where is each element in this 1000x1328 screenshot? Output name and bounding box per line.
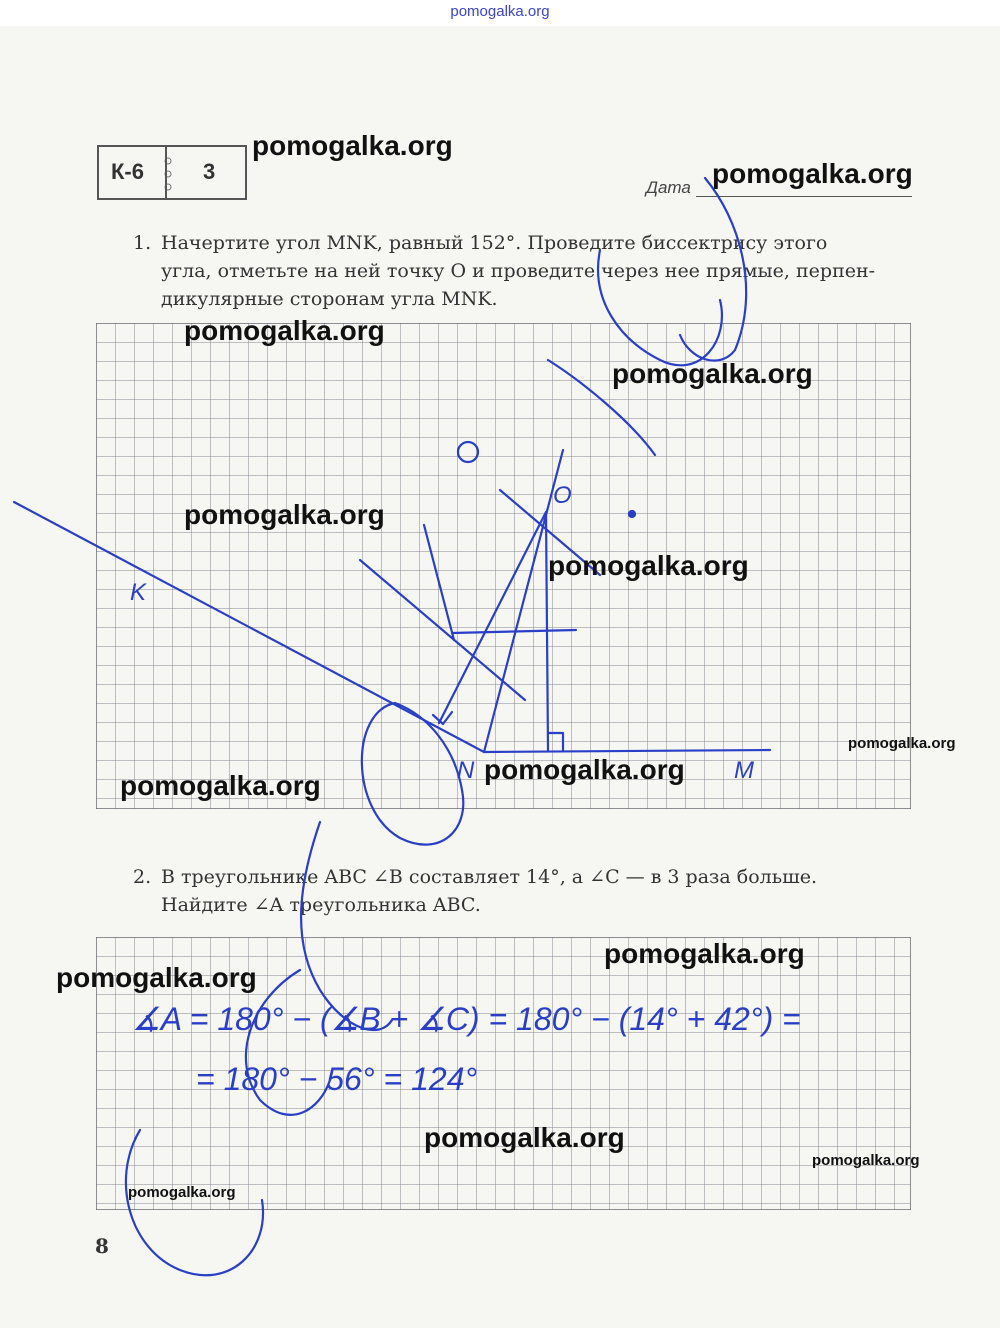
perpendicular-to-nk — [439, 512, 546, 723]
watermark: pomogalka.org — [604, 938, 805, 969]
watermark: pomogalka.org — [56, 962, 257, 993]
test-code: К-6 — [111, 159, 144, 184]
ray-nm — [484, 750, 770, 752]
stray-stroke-2 — [598, 250, 722, 365]
construction-line-3 — [424, 525, 454, 640]
task-1-line-2: угла, отметьте на ней точку O и проведите через нее прямые, перпен- — [161, 260, 876, 282]
site-url[interactable]: pomogalka.org — [450, 3, 550, 20]
solution-line-1: ∡A = 180° − (∡B + ∡C) = 180° − (14° + 42°) = — [132, 1001, 801, 1037]
watermark: pomogalka.org — [548, 550, 749, 581]
task-2-line-2: Найдите ∠A треугольника ABC. — [161, 894, 481, 916]
watermark: pomogalka.org — [712, 158, 913, 189]
variant-number: 3 — [203, 159, 216, 184]
task-2-number: 2. — [133, 866, 152, 888]
angle-construction — [14, 178, 770, 1275]
label-m: M — [734, 757, 754, 784]
bisector-line — [484, 450, 563, 752]
solution-line-2: = 180° − 56° = 124° — [196, 1061, 478, 1097]
label-o: O — [553, 482, 572, 509]
watermark: pomogalka.org — [612, 358, 813, 389]
stray-stroke-3 — [680, 178, 746, 361]
construction-line-1 — [360, 560, 525, 700]
watermark: pomogalka.org — [424, 1122, 625, 1153]
watermark: pomogalka.org — [252, 130, 453, 161]
task-1-line-1: Начертите угол MNK, равный 152°. Проведите биссектрису этого — [161, 232, 828, 254]
watermark: pomogalka.org — [184, 315, 385, 346]
date-label: Дата — [646, 178, 691, 197]
watermark: pomogalka.org — [128, 1184, 236, 1201]
watermark: pomogalka.org — [484, 754, 685, 785]
task-1-number: 1. — [133, 232, 152, 254]
label-k: K — [130, 579, 147, 606]
page-number: 8 — [95, 1234, 109, 1258]
ink-dot — [629, 511, 635, 517]
watermark: pomogalka.org — [848, 735, 956, 752]
task-1-line-3: дикулярные сторонам угла MNK. — [161, 288, 498, 310]
task-2-line-1: В треугольнике ABC ∠B составляет 14°, а ∠C — в 3 раза больше. — [161, 866, 818, 888]
stray-stroke-4 — [301, 822, 392, 1030]
letter-o-circle — [458, 442, 478, 462]
watermark: pomogalka.org — [120, 770, 321, 801]
watermark: pomogalka.org — [812, 1152, 920, 1169]
label-n: N — [457, 757, 475, 784]
compass-arc — [362, 703, 463, 845]
ray-nk — [14, 502, 484, 752]
watermark: pomogalka.org — [184, 499, 385, 530]
stray-stroke-6 — [126, 1130, 263, 1275]
right-angle-mark-2 — [548, 733, 563, 750]
construction-line-2 — [452, 630, 576, 633]
